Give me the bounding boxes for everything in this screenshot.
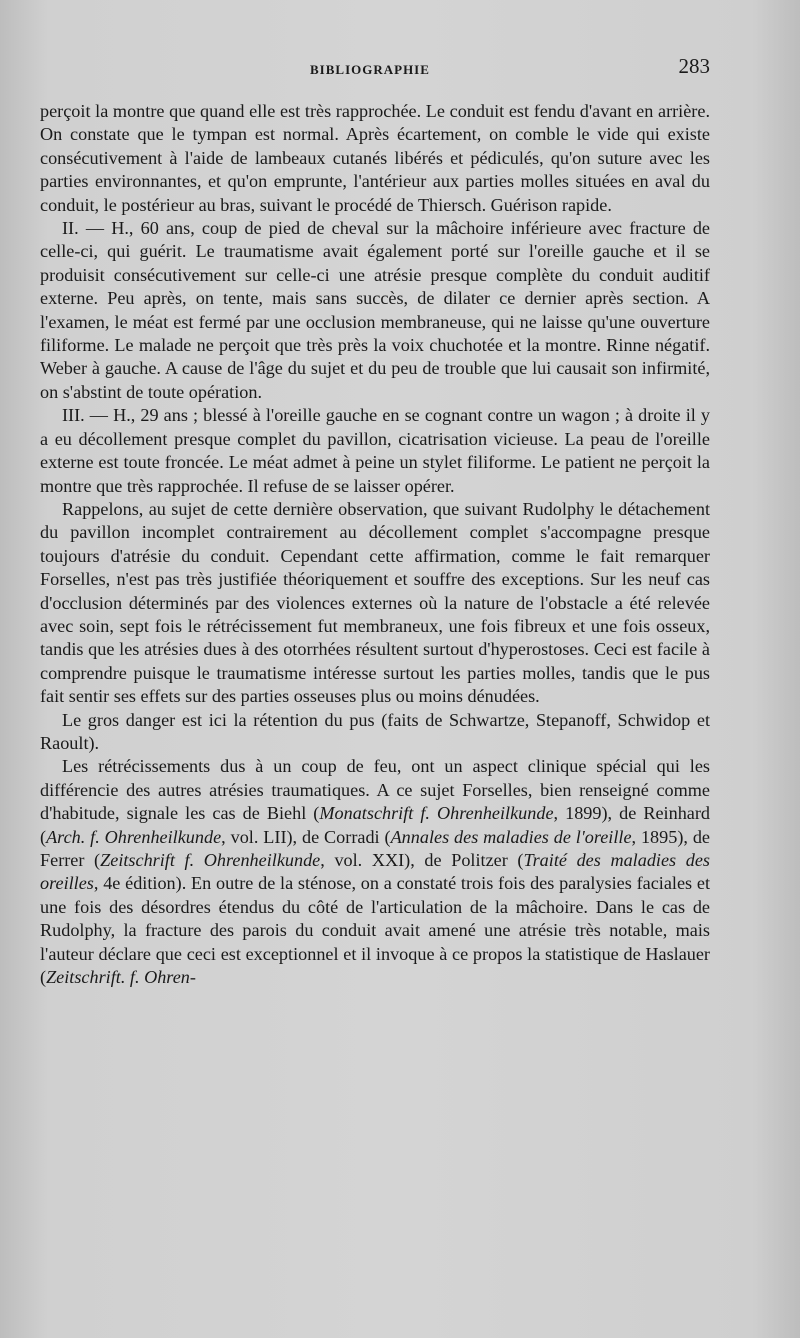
body-text <box>40 100 710 989</box>
running-title: BIBLIOGRAPHIE <box>310 62 430 77</box>
paragraph <box>40 709 710 756</box>
text-run: , 1899), de Reinhard ( <box>40 803 711 847</box>
text-run: , 4e édition). En outre de la sténose, on a constaté trois fois des paralysies faciales et une fois des désordres étendus du côté de l'articulation de la mâchoire. Dans le cas de Rudolphy, la fracture des parois du conduit avait amené une atrésie très notable, mais l'auteur déclare que ceci est exceptionnel et il invoque à ce propos la statistique de Haslauer ( <box>40 873 710 988</box>
text-run: perçoit la montre que quand elle est très rapprochée. Le conduit est fendu d'avant en arrière. On constate que le tympan est normal. Après écartement, on comble le vide qui existe consécutivement à l'aide de lambeaux cutanés libérés et pédiculés, qu'on suture avec les parties environnantes, et qu'on emprunte, l'antérieur aux parties molles situées en aval du conduit, le postérieur au bras, suivant le procédé de Thiersch. Guérison rapide. <box>40 101 710 215</box>
text-run: , vol. XXI), de Politzer ( <box>320 850 524 870</box>
page-header <box>40 54 710 84</box>
italic-citation: Traité des maladies des oreilles <box>40 850 710 894</box>
text-run: Les rétrécissements dus à un coup de feu, ont un aspect clinique spécial qui les différencie des autres atrésies traumatiques. A ce sujet Forselles, bien renseigné comme d'habitude, signale les cas de Biehl ( <box>40 756 710 824</box>
text-run: Rappelons, au sujet de cette dernière observation, que suivant Rudolphy le détachement du pavillon incomplet contrairement au décollement complet s'accompagne presque toujours d'atrésie du conduit. Cependant cette affirmation, comme le fait remarquer Forselles, n'est pas très justifiée théoriquement et souffre des exceptions. Sur les neuf cas d'occlusion déterminés par des violences externes où la nature de l'obstacle a été relevée avec soin, sept fois le rétrécissement fut membraneux, une fois fibreux et une fois osseux, tandis que les atrésies dues à des otorrhées résultent surtout d'hyperostoses. Ceci est facile à comprendre puisque le traumatisme intéresse surtout les parties molles, tandis que le pus fait sentir ses effets sur des parties osseuses plus ou moins dénudées. <box>40 498 710 707</box>
italic-citation: Monatschrift f. Ohrenheilkunde <box>319 803 554 824</box>
text-run: , 1895), de Ferrer ( <box>40 826 710 870</box>
paragraph <box>40 100 710 217</box>
italic-citation: Arch. f. Ohrenheilkunde <box>46 826 222 847</box>
page-number: 283 <box>678 54 710 78</box>
text-run: III. — H., 29 ans ; blessé à l'oreille gauche en se cognant contre un wagon ; à droite il y a eu décollement presque complet du pavillon, cicatrisation vicieuse. La peau de l'oreille externe est toute froncée. Le méat admet à peine un stylet filiforme. Le patient ne perçoit la montre que très rapprochée. Il refuse de se laisser opérer. <box>40 405 710 496</box>
italic-citation: Zeitschrift. f. Ohren- <box>46 967 196 988</box>
italic-citation: Zeitschrift f. Ohrenheilkunde <box>100 850 321 870</box>
text-run: II. — H., 60 ans, coup de pied de cheval sur la mâchoire inférieure avec fracture de celle-ci, qui guérit. Le traumatisme avait également porté sur l'oreille gauche et il se produisit consécutivement sur celle-ci une atrésie presque complète du conduit auditif externe. Peu après, on tente, mais sans succès, de dilater ce dernier après section. A l'examen, le méat est fermé par une occlusion membraneuse, qui ne laisse qu'une ouverture filiforme. Le malade ne perçoit que très près la voix chuchotée et la montre. Rinne négatif. Weber à gauche. A cause de l'âge du sujet et du peu de trouble que lui causait son infirmité, on s'abstint de toute opération. <box>40 218 710 402</box>
paragraph <box>40 404 710 498</box>
text-run: Le gros danger est ici la rétention du pus (faits de Schwartze, Stepanoff, Schwidop et Raoult). <box>40 709 710 753</box>
paragraph <box>40 217 710 404</box>
paragraph <box>40 755 710 989</box>
paragraph <box>40 498 710 709</box>
text-run: , vol. LII), de Corradi ( <box>221 826 391 847</box>
italic-citation: Annales des maladies de l'oreille <box>390 826 632 847</box>
